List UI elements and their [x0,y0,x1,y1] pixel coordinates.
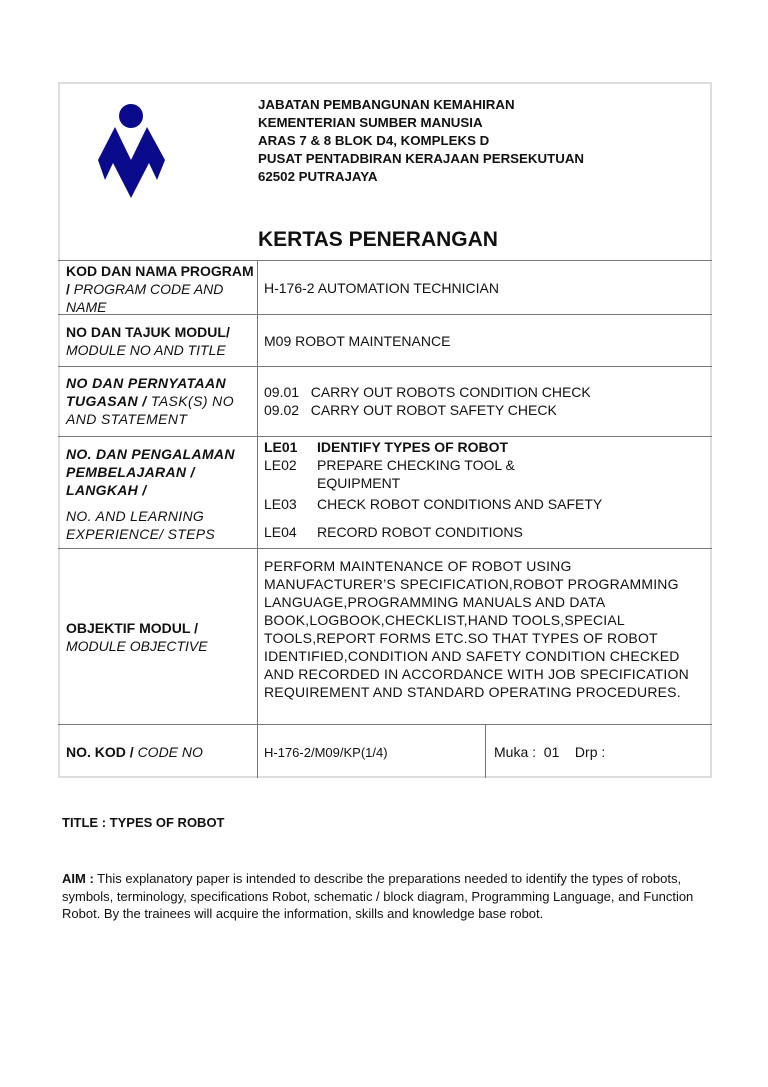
document-title: KERTAS PENERANGAN [258,228,498,251]
module-label: NO DAN TAJUK MODUL/ MODULE NO AND TITLE [66,324,230,358]
steps-list [264,438,704,541]
agency-logo [95,100,170,202]
task-item: 09.02 CARRY OUT ROBOT SAFETY CHECK [264,402,557,418]
module-value: M09 ROBOT MAINTENANCE [264,333,451,349]
agency-address [258,96,584,186]
tasks-label: NO DAN PERNYATAAN TUGASAN / TASK(S) NO AND STATEMENT [66,375,234,427]
step-item: LE03 CHECK ROBOT CONDITIONS AND SAFETY [264,496,603,512]
step-item: LE02 PREPARE CHECKING TOOL & EQUIPMENT [264,457,515,491]
code-value: H-176-2/M09/KP(1/4) [264,745,388,760]
objective-value: PERFORM MAINTENANCE OF ROBOT USING MANUFACTURER’S SPECIFICATION,ROBOT PROGRAMMING LANGUAGE,PROGRAMMING MANUALS AND DATA BOOK,LOGBOOK,CHECKLIST,HAND TOOLS,SPECIAL TOOLS,REPORT FORMS ETC.SO THAT TYPES OF ROBOT IDENTIFIED,CONDITION AND SAFETY CONDITION CHECKED AND RECORDED IN ACCORDANCE WITH JOB SPECIFICATION REQUIREMENT AND STANDARD OPERATING PROCEDURES. [264,558,689,700]
address-line: PUSAT PENTADBIRAN KERAJAAN PERSEKUTUAN [258,151,585,166]
page-number: Muka : 01 Drp : [494,744,606,760]
section-title: TITLE : TYPES OF ROBOT [62,815,225,830]
address-line: ARAS 7 & 8 BLOK D4, KOMPLEKS D [258,133,490,148]
address-line: 62502 PUTRAJAYA [258,169,378,184]
steps-label: NO. DAN PENGALAMAN PEMBELAJARAN / LANGKAH / NO. AND LEARNING EXPERIENCE/ STEPS [66,446,235,542]
aim-paragraph: AIM : This explanatory paper is intended to describe the preparations needed to identify the types of robots, symbols, terminology, specifications Robot, schematic / block diagram, Programming Language, and Function Robot. By the trainees will acquire the information, skills and knowledge base robot. [62,871,694,921]
address-line: KEMENTERIAN SUMBER MANUSIA [258,115,483,130]
tasks-list [264,383,591,419]
address-line: JABATAN PEMBANGUNAN KEMAHIRAN [258,97,515,112]
code-label: NO. KOD / CODE NO [66,744,203,760]
step-item: LE04 RECORD ROBOT CONDITIONS [264,524,523,540]
task-item: 09.01 CARRY OUT ROBOTS CONDITION CHECK [264,384,591,400]
objective-label: OBJEKTIF MODUL / MODULE OBJECTIVE [66,620,208,654]
program-label: KOD DAN NAMA PROGRAM / PROGRAM CODE AND NAME [66,263,254,315]
program-value: H-176-2 AUTOMATION TECHNICIAN [264,280,499,296]
step-item: LE01 IDENTIFY TYPES OF ROBOT [264,439,509,455]
